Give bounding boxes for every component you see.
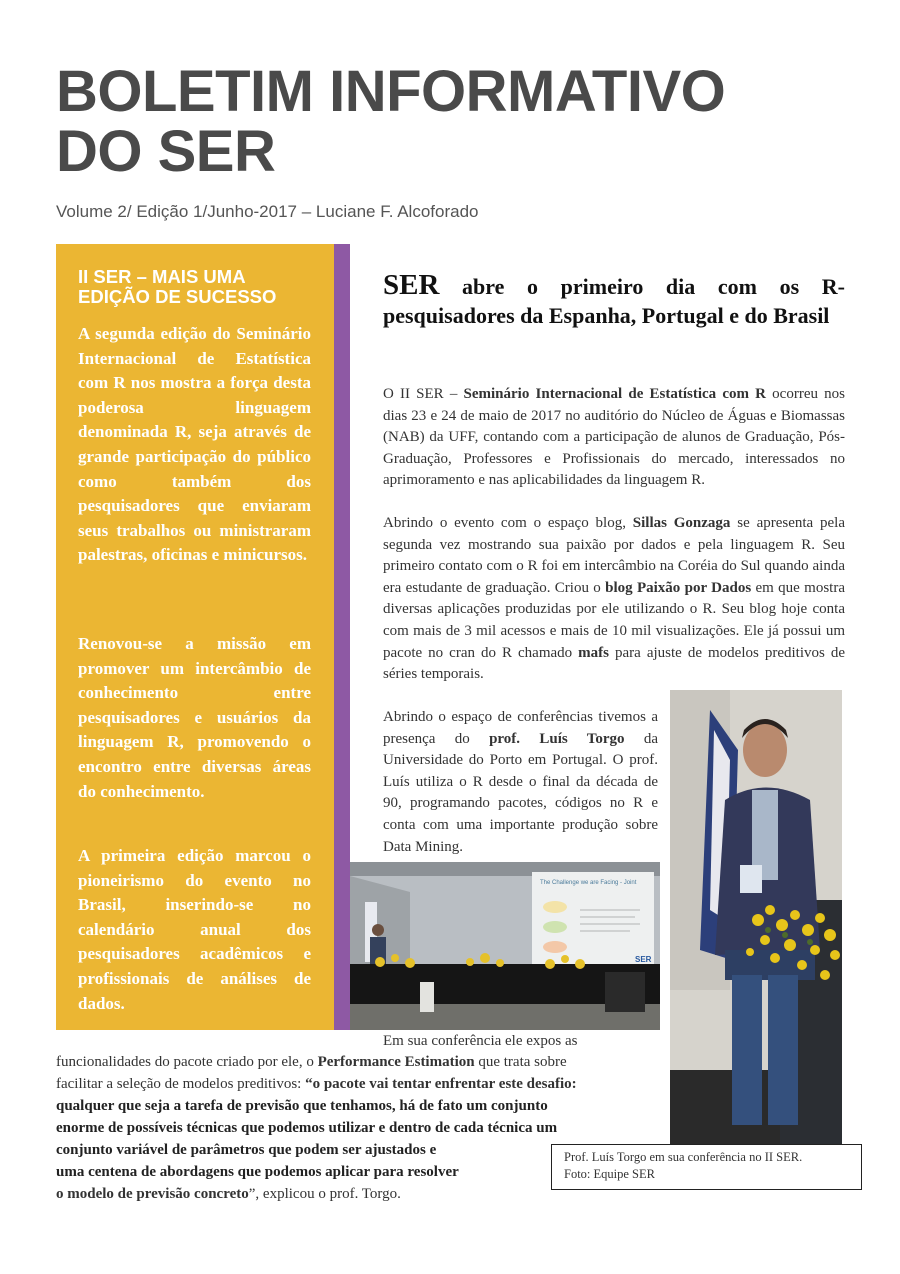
blog-name: blog Paixão por Dados	[605, 579, 752, 596]
text-span: Abrindo o evento com o espaço blog,	[383, 515, 633, 531]
page-title	[56, 59, 816, 184]
quote-line: uma centena de abordagens que podemos aplicar para resolver	[56, 1164, 459, 1180]
edition-line	[56, 202, 478, 222]
package-name: Performance Estimation	[317, 1054, 475, 1070]
seminar-name: Seminário Internacional de Estatística com R	[463, 386, 767, 402]
text-span: para ajuste de modelos preditivos de séries temporais.	[383, 644, 845, 683]
quote-line: o modelo de previsão concreto	[56, 1186, 249, 1202]
sidebar-paragraph-1: A segunda edição do Seminário Internacional de Estatística com R nos mostra a força desta poderosa linguagem denominada R, seja através de grande participação do público como também dos pesquisadores que enviaram seus trabalhos ou ministraram palestras, oficinas e minicursos.	[78, 324, 311, 565]
sidebar-paragraph-3: A primeira edição marcou o pioneirismo do evento no Brasil, inserindo-se no calendário anual dos pesquisadores acadêmicos e profissionais de análises de dados.	[78, 846, 311, 1013]
caption-line-1: Prof. Luís Torgo em sua conferência no II SER.	[564, 1150, 803, 1164]
article-headline	[383, 271, 845, 330]
text-span: funcionalidades do pacote criado por ele, o	[56, 1054, 318, 1070]
conference-photo-illustration	[350, 862, 660, 1030]
headline-ser: SER	[383, 269, 440, 301]
slide-logo: SER	[635, 955, 652, 964]
speaker-name: Sillas Gonzaga	[632, 515, 731, 531]
volume-info: Volume 2/ Edição 1/Junho-2017	[56, 202, 298, 221]
speaker-name: prof. Luís Torgo	[489, 730, 625, 747]
sidebar-heading-line-2: EDIÇÃO DE SUCESSO	[78, 286, 277, 307]
quote-line: “o pacote vai tentar enfrentar este desafio:	[305, 1076, 577, 1092]
quote-line: conjunto variável de parâmetros que podem ser ajustados e	[56, 1142, 437, 1158]
text-span: facilitar a seleção de modelos preditivos:	[56, 1076, 306, 1092]
text-span: se apresenta pela segunda vez mostrando sua paixão por dados e pela linguagem R. Seu primeiro contato com o R foi em intercâmbio na Coréia do Sul quando ainda era estudante de graduação. Criou o	[383, 515, 846, 596]
author-name: – Luciane F. Alcoforado	[301, 202, 479, 221]
text-span: que trata sobre	[474, 1054, 567, 1070]
text-span: O II SER –	[383, 386, 464, 402]
slide-title: The Challenge we are Facing - Joint	[540, 880, 637, 886]
title-line-1: BOLETIM INFORMATIVO	[56, 59, 726, 124]
conference-photo	[350, 862, 660, 1030]
text-span: Abrindo o espaço de conferências tivemos a presença do	[383, 709, 658, 747]
text-span: ”, explicou o prof. Torgo.	[248, 1186, 401, 1202]
sidebar-heading	[78, 267, 318, 307]
speaker-photo-illustration	[670, 690, 842, 1145]
sidebar-paragraph-2: Renovou-se a missão em promover um intercâmbio de conhecimento entre pesquisadores e usuários da linguagem R, promovendo o encontro entre diversas áreas do conhecimento.	[78, 634, 311, 801]
sidebar-heading-line-1: II SER – MAIS UMA	[78, 266, 246, 287]
headline-rest: abre o primeiro dia com os R-pesquisadores da Espanha, Portugal e do Brasil	[383, 274, 845, 328]
quote-line: enorme de possíveis técnicas que podemos utilizar e dentro de cada técnica um	[56, 1120, 558, 1136]
title-line-2: DO SER	[56, 119, 276, 184]
article-paragraph-2	[383, 513, 845, 686]
sidebar-stripe	[334, 244, 350, 1030]
article-paragraph-1	[383, 384, 845, 492]
article-paragraph-4-line-2	[56, 1052, 658, 1074]
quote-line: qualquer que seja a tarefa de previsão que tenhamos, há de fato um conjunto	[56, 1098, 548, 1114]
article-paragraph-3	[383, 707, 658, 858]
quote-last-line	[56, 1184, 546, 1206]
article-paragraph-4-line-1: Em sua conferência ele expos as	[383, 1033, 578, 1049]
caption-credit: Foto: Equipe SER	[564, 1167, 655, 1181]
package-name: mafs	[578, 644, 609, 661]
text-span: em que mostra diversas aplicações produzidas por ele utilizando o R. Seu blog hoje conta com mais de 3 mil acessos e mais de 10 mil visualizações. Ele já possui um pacote no cran do R chamado	[383, 579, 845, 661]
text-span: da Universidade do Porto em Portugal. O prof. Luís utiliza o R desde o final da década de 90, programando pacotes, códigos no R e conta com uma importante produção sobre Data Mining.	[383, 730, 658, 855]
speaker-photo	[670, 690, 842, 1145]
article-paragraph-4-line-3	[56, 1074, 658, 1096]
photo-caption	[551, 1144, 862, 1190]
text-span: ocorreu nos dias 23 e 24 de maio de 2017 no auditório do Núcleo de Águas e Biomassas (NAB) da UFF, contando com a participação de alunos de Graduação, Pós-Graduação, Professores e Profissionais do mercado, interessados no aprimoramento e nas aplicabilidades da linguagem R.	[383, 386, 845, 489]
